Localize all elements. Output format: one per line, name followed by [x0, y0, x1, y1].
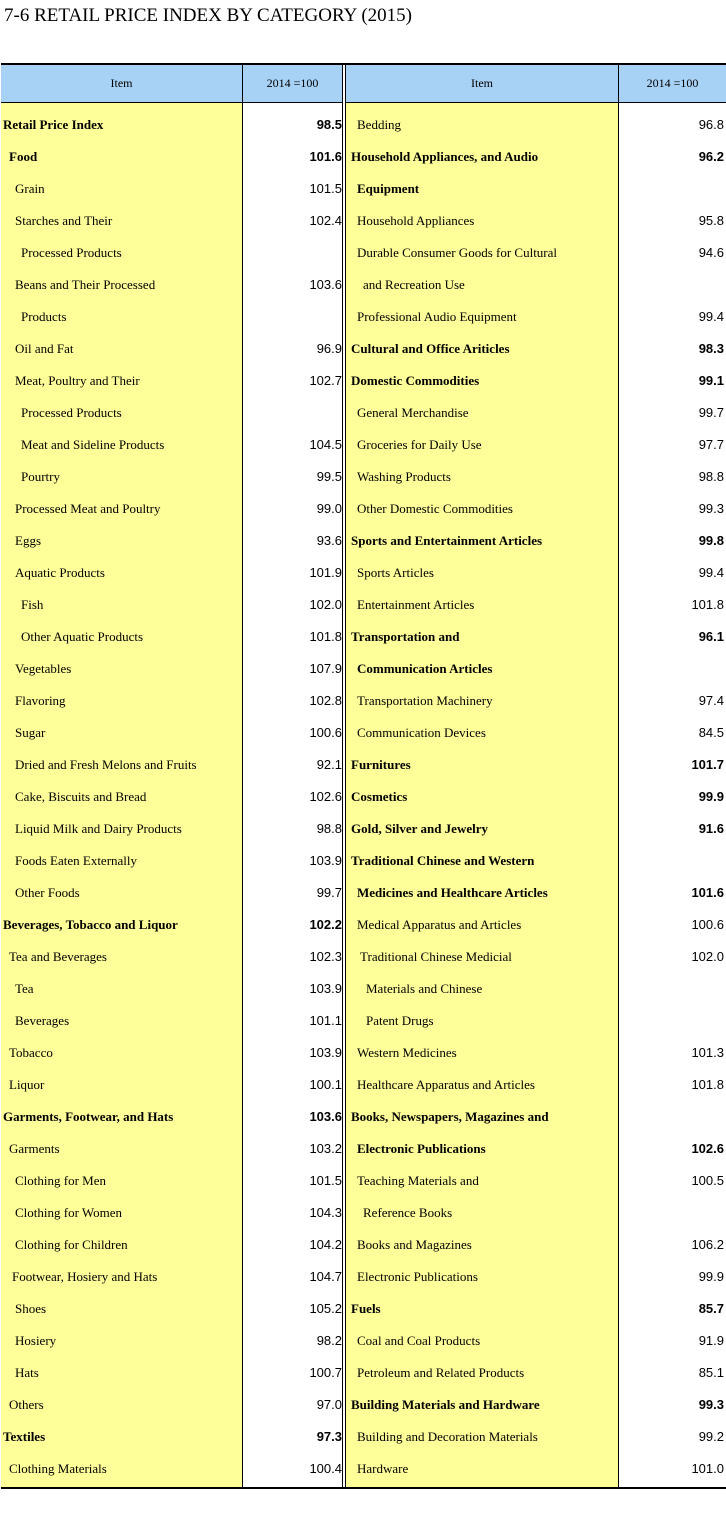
left-row-value: 103.9 [309, 981, 342, 996]
left-row-label: Dried and Fresh Melons and Fruits [15, 757, 197, 772]
right-row-value: 97.4 [698, 693, 724, 708]
left-row-label: Starches and Their [15, 213, 113, 228]
left-row-value: 105.2 [309, 1301, 342, 1316]
left-row-value: 97.3 [316, 1429, 342, 1444]
right-row-label: Coal and Coal Products [357, 1333, 481, 1348]
left-row-value: 98.5 [316, 117, 342, 132]
right-row-label: Household Appliances, and Audio [351, 149, 539, 164]
right-row-value: 99.7 [698, 405, 724, 420]
left-row-label: Footwear, Hosiery and Hats [12, 1269, 158, 1284]
right-row-label: Washing Products [357, 469, 451, 484]
right-row-label: Bedding [357, 117, 402, 132]
left-row-value: 101.1 [309, 1013, 342, 1028]
left-row-value: 101.9 [309, 565, 342, 580]
left-row-label: Food [9, 149, 38, 164]
right-row-value: 96.8 [698, 117, 724, 132]
right-row-label: Electronic Publications [357, 1269, 478, 1284]
left-row-value: 104.3 [309, 1205, 342, 1220]
left-row-label: Others [9, 1397, 44, 1412]
right-row-value: 84.5 [698, 725, 724, 740]
right-row-label: Fuels [351, 1301, 381, 1316]
left-row-value: 100.7 [309, 1365, 342, 1380]
left-row-label: Aquatic Products [15, 565, 105, 580]
left-row-label: Liquid Milk and Dairy Products [15, 821, 182, 836]
right-row-label: Teaching Materials and [357, 1173, 479, 1188]
left-row-label: Other Aquatic Products [21, 629, 144, 644]
right-row-label: Cultural and Office Ariticles [351, 341, 510, 356]
left-row-value [243, 237, 342, 269]
left-row-value: 99.0 [316, 501, 342, 516]
right-row-value [619, 1005, 724, 1037]
right-row-label: Books and Magazines [357, 1237, 472, 1252]
left-row-value: 101.8 [309, 629, 342, 644]
right-row-label: Hardware [357, 1461, 409, 1476]
page-title: 7-6 RETAIL PRICE INDEX BY CATEGORY (2015) [4, 5, 413, 26]
left-row-value: 102.7 [309, 373, 342, 388]
left-row-value: 98.8 [316, 821, 342, 836]
right-row-label: Transportation Machinery [357, 693, 493, 708]
left-row-label: Foods Eaten Externally [15, 853, 138, 868]
right-row-label: Electronic Publications [357, 1141, 486, 1156]
right-row-label: Furnitures [351, 757, 411, 772]
left-row-label: Tea and Beverages [9, 949, 107, 964]
right-row-value: 99.4 [698, 309, 724, 324]
right-row-label: Traditional Chinese Medicial [360, 949, 512, 964]
left-row-value: 103.9 [309, 1045, 342, 1060]
left-row-label: Clothing for Children [15, 1237, 128, 1252]
left-row-label: Clothing for Men [15, 1173, 106, 1188]
price-index-table [1, 63, 726, 1489]
left-row-label: Processed Meat and Poultry [15, 501, 161, 516]
right-row-label: Equipment [357, 181, 420, 196]
right-row-value: 102.6 [691, 1141, 724, 1156]
right-row-value: 101.8 [691, 597, 724, 612]
right-row-value [619, 173, 724, 205]
left-row-value: 103.9 [309, 853, 342, 868]
left-item-header: Item [110, 76, 133, 90]
right-row-value [619, 845, 724, 877]
right-row-value: 99.8 [698, 533, 724, 548]
right-row-value: 95.8 [698, 213, 724, 228]
left-row-value: 102.8 [309, 693, 342, 708]
left-row-value: 102.2 [309, 917, 342, 932]
left-row-value: 102.6 [309, 789, 342, 804]
left-row-label: Eggs [15, 533, 41, 548]
right-row-label: Building and Decoration Materials [357, 1429, 538, 1444]
right-row-value: 91.9 [698, 1333, 724, 1348]
left-row-value: 92.1 [316, 757, 342, 772]
left-row-label: Other Foods [15, 885, 80, 900]
right-row-value: 85.1 [698, 1365, 724, 1380]
right-row-value: 101.8 [691, 1077, 724, 1092]
left-row-value: 104.2 [309, 1237, 342, 1252]
left-row-label: Vegetables [15, 661, 72, 676]
right-row-label: Sports and Entertainment Articles [351, 533, 543, 548]
right-row-value: 96.2 [698, 149, 724, 164]
right-row-label: Traditional Chinese and Western [351, 853, 535, 868]
right-row-label: Domestic Commodities [351, 373, 480, 388]
left-row-label: Tea [15, 981, 34, 996]
left-row-value: 103.6 [309, 1109, 342, 1124]
right-row-value: 85.7 [698, 1301, 724, 1316]
right-row-value: 99.3 [698, 1397, 724, 1412]
right-row-label: Healthcare Apparatus and Articles [357, 1077, 535, 1092]
left-row-value: 100.6 [309, 725, 342, 740]
right-row-value: 101.3 [691, 1045, 724, 1060]
left-row-label: Beverages, Tobacco and Liquor [3, 917, 178, 932]
right-row-value: 96.1 [698, 629, 724, 644]
right-row-label: Western Medicines [357, 1045, 457, 1060]
right-row-value [619, 1101, 724, 1133]
right-row-value: 99.9 [698, 1269, 724, 1284]
left-row-value [243, 397, 342, 429]
left-row-label: Meat and Sideline Products [21, 437, 165, 452]
right-row-label: Entertainment Articles [357, 597, 475, 612]
left-row-label: Grain [15, 181, 45, 196]
left-row-value: 104.5 [309, 437, 342, 452]
left-row-label: Clothing for Women [15, 1205, 123, 1220]
right-row-value: 102.0 [691, 949, 724, 964]
right-row-label: Reference Books [363, 1205, 453, 1220]
left-row-value: 102.4 [309, 213, 342, 228]
right-row-value [619, 1197, 724, 1229]
right-item-header: Item [471, 76, 493, 90]
right-row-value: 94.6 [698, 245, 724, 260]
left-row-value: 100.4 [309, 1461, 342, 1476]
right-index-header: 2014 =100 [646, 76, 699, 90]
left-row-value: 101.6 [309, 149, 342, 164]
left-row-value: 102.3 [309, 949, 342, 964]
right-row-value: 91.6 [698, 821, 724, 836]
left-row-value [243, 301, 342, 333]
left-row-label: Textiles [3, 1429, 46, 1444]
right-row-label: Durable Consumer Goods for Cultural [357, 245, 558, 260]
left-row-value: 101.5 [309, 1173, 342, 1188]
right-row-label: Medical Apparatus and Articles [357, 917, 522, 932]
left-row-value: 99.5 [316, 469, 342, 484]
left-row-label: Garments [9, 1141, 60, 1156]
right-row-value [619, 269, 724, 301]
right-row-value: 97.7 [698, 437, 724, 452]
left-index-header: 2014 =100 [266, 76, 319, 90]
left-row-label: Meat, Poultry and Their [15, 373, 140, 388]
left-row-value: 107.9 [309, 661, 342, 676]
left-row-value: 99.7 [316, 885, 342, 900]
right-row-value: 101.0 [691, 1461, 724, 1476]
left-row-value: 98.2 [316, 1333, 342, 1348]
right-row-label: General Merchandise [357, 405, 469, 420]
left-row-label: Hosiery [15, 1333, 57, 1348]
left-row-label: Garments, Footwear, and Hats [3, 1109, 174, 1124]
right-row-label: Groceries for Daily Use [357, 437, 482, 452]
right-row-label: Communication Articles [357, 661, 493, 676]
left-row-label: Liquor [9, 1077, 45, 1092]
left-row-label: Clothing Materials [9, 1461, 107, 1476]
right-row-value: 99.2 [698, 1429, 724, 1444]
right-row-value: 98.8 [698, 469, 724, 484]
right-row-value [619, 653, 724, 685]
right-row-label: Professional Audio Equipment [357, 309, 517, 324]
left-row-label: Products [21, 309, 67, 324]
right-row-label: Books, Newspapers, Magazines and [351, 1109, 549, 1124]
right-row-value: 99.1 [698, 373, 724, 388]
left-row-value: 100.1 [309, 1077, 342, 1092]
left-row-label: Beans and Their Processed [15, 277, 156, 292]
left-row-label: Flavoring [15, 693, 66, 708]
right-row-value: 99.4 [698, 565, 724, 580]
left-row-label: Shoes [15, 1301, 47, 1316]
right-row-label: Materials and Chinese [366, 981, 483, 996]
right-row-label: Other Domestic Commodities [357, 501, 513, 516]
left-row-value: 103.2 [309, 1141, 342, 1156]
right-row-label: Medicines and Healthcare Articles [357, 885, 548, 900]
left-row-label: Pourtry [21, 469, 60, 484]
right-row-label: Building Materials and Hardware [351, 1397, 540, 1412]
left-row-label: Processed Products [21, 245, 122, 260]
right-row-label: Cosmetics [351, 789, 408, 804]
right-row-value: 101.6 [691, 885, 724, 900]
left-row-label: Processed Products [21, 405, 122, 420]
right-row-label: Communication Devices [357, 725, 486, 740]
table-split-divider [342, 65, 346, 1487]
left-row-label: Fish [21, 597, 44, 612]
left-row-value: 101.5 [309, 181, 342, 196]
right-row-label: Patent Drugs [366, 1013, 434, 1028]
right-row-label: Sports Articles [357, 565, 434, 580]
right-row-label: and Recreation Use [363, 277, 465, 292]
left-row-value: 93.6 [316, 533, 342, 548]
right-row-label: Household Appliances [357, 213, 475, 228]
right-row-label: Petroleum and Related Products [357, 1365, 525, 1380]
right-row-label: Gold, Silver and Jewelry [351, 821, 488, 836]
left-row-label: Oil and Fat [15, 341, 74, 356]
right-row-value: 101.7 [691, 757, 724, 772]
left-row-value: 96.9 [316, 341, 342, 356]
right-row-value [619, 973, 724, 1005]
left-row-value: 104.7 [309, 1269, 342, 1284]
left-row-label: Sugar [15, 725, 46, 740]
left-row-value: 102.0 [309, 597, 342, 612]
left-row-label: Beverages [15, 1013, 70, 1028]
right-row-value: 100.5 [691, 1173, 724, 1188]
right-row-value: 99.9 [698, 789, 724, 804]
right-row-label: Transportation and [351, 629, 460, 644]
left-row-value: 103.6 [309, 277, 342, 292]
right-row-value: 106.2 [691, 1237, 724, 1252]
left-row-label: Cake, Biscuits and Bread [15, 789, 147, 804]
right-row-value: 99.3 [698, 501, 724, 516]
left-row-value: 97.0 [316, 1397, 342, 1412]
left-row-label: Tobacco [9, 1045, 53, 1060]
right-row-value: 98.3 [698, 341, 724, 356]
left-row-label: Retail Price Index [3, 117, 104, 132]
left-row-label: Hats [15, 1365, 39, 1380]
right-row-value: 100.6 [691, 917, 724, 932]
